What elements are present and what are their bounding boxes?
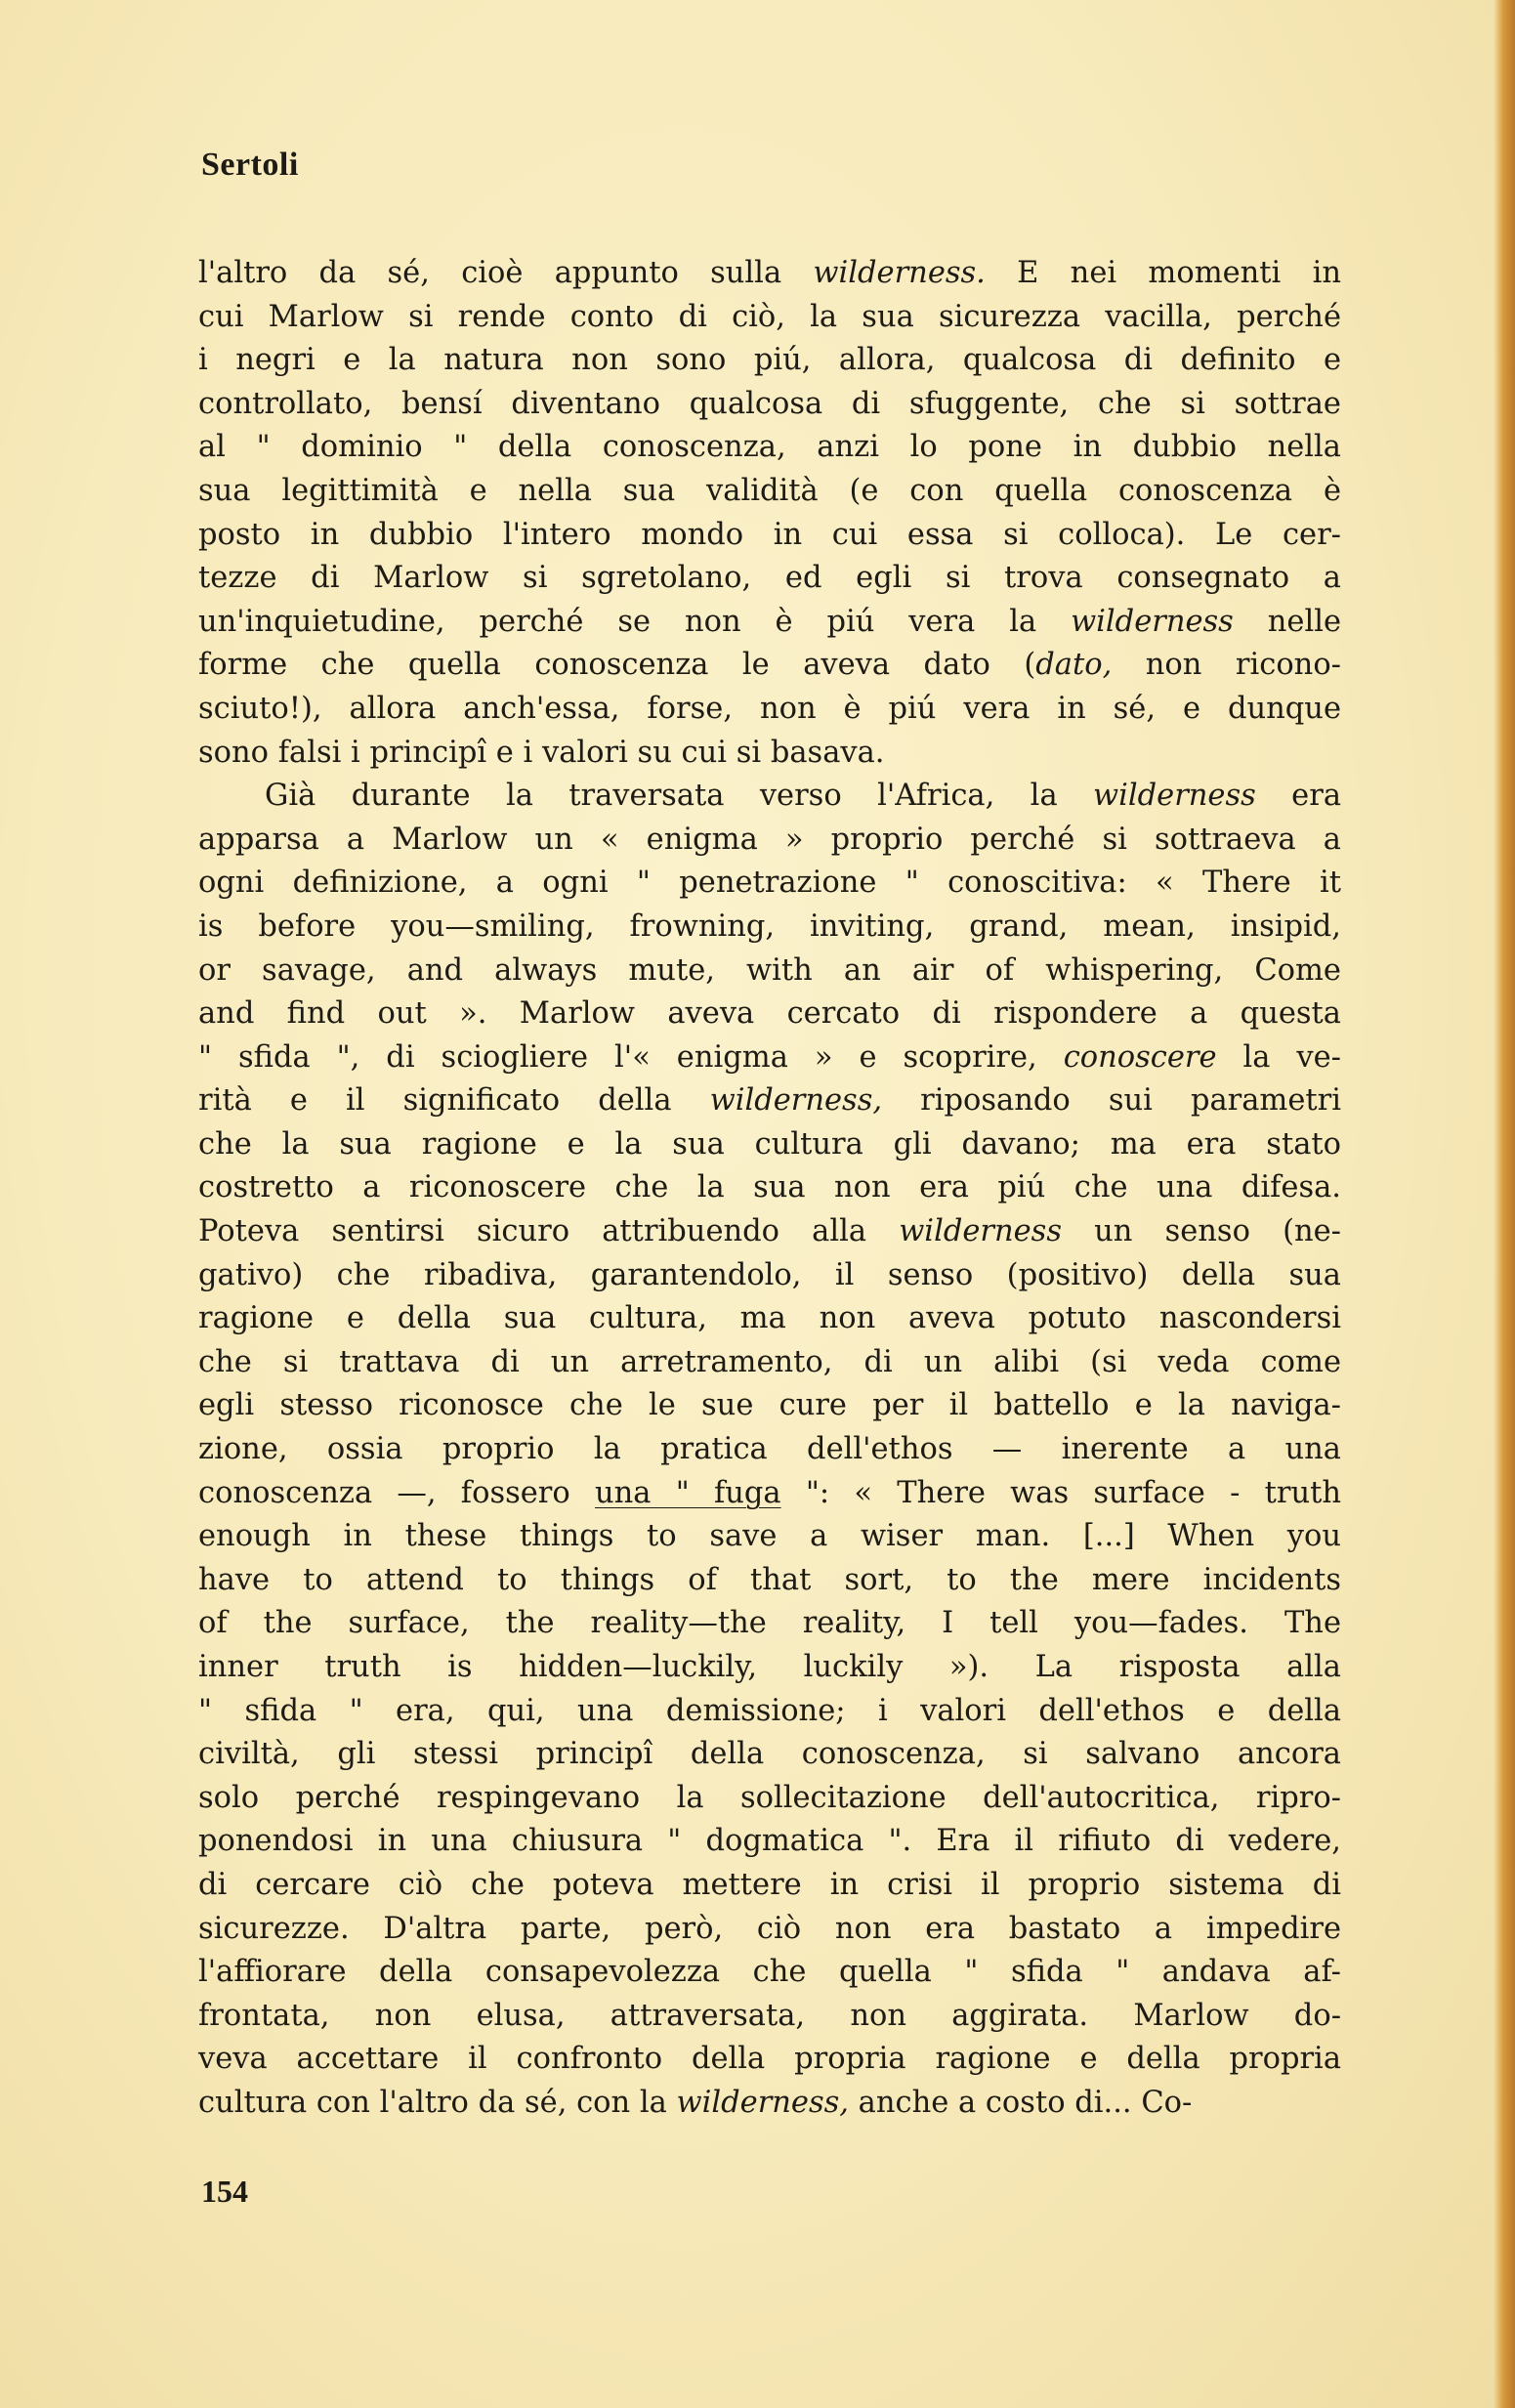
text-line [198,1951,1341,1995]
text-segment: E nei momenti in [985,256,1341,290]
text-segment: veva accettare il confronto della propria ragione e della propria [198,2042,1341,2077]
underlined-text: una " fuga [594,1475,781,1510]
text-segment: and find out ». Marlow aveva cercato di rispondere a questa [198,996,1341,1032]
italic-text: wilderness. [813,256,986,290]
text-segment: la ve- [1216,1039,1341,1075]
text-line [198,1384,1341,1428]
text-line [198,993,1341,1036]
text-line [198,2082,1341,2126]
text-line [198,1472,1341,1516]
text-line [198,514,1341,558]
text-line [198,1341,1341,1385]
text-segment: i negri e la natura non sono piú, allora, qualcosa di definito e [198,343,1341,378]
text-line [198,1908,1341,1952]
text-segment: have to attend to things of that sort, to the mere incidents [198,1562,1341,1597]
text-segment: controllato, bensí diventano qualcosa di sfuggente, che si sottrae [198,386,1341,421]
text-line [198,732,1341,776]
text-segment: sicurezze. D'altra parte, però, ciò non era bastato a impedire [198,1911,1341,1946]
text-segment: cui Marlow si rende conto di ciò, la sua sicurezza vacilla, perché [198,299,1341,334]
text-segment: ragione e della sua cultura, ma non aveva potuto nascondersi [198,1301,1341,1336]
italic-text: dato, [1035,648,1113,683]
text-segment: or savage, and always mute, with an air of whispering, Come [198,952,1341,988]
text-segment: is before you—smiling, frowning, inviting, grand, mean, insipid, [198,908,1341,944]
text-segment: di cercare ciò che poteva mettere in crisi il proprio sistema di [198,1867,1341,1902]
text-line [198,1036,1341,1080]
text-line [198,1297,1341,1341]
text-line [198,1820,1341,1864]
text-segment: ": « There was surface - truth [780,1475,1342,1510]
text-line [198,1777,1341,1821]
italic-text: wilderness [1093,779,1256,814]
text-line [198,470,1341,514]
italic-text: wilderness, [709,1083,883,1119]
body-text [198,252,1341,2126]
text-line [198,1166,1341,1210]
text-segment: ogni definizione, a ogni " penetrazione " conoscitiva: « There it [198,866,1341,901]
text-line [198,819,1341,863]
text-line [198,906,1341,950]
text-line [198,1210,1341,1254]
text-segment: nelle [1233,604,1341,639]
text-segment: ponendosi in una chiusura " dogmatica ". Era il rifiuto di vedere, [198,1824,1341,1859]
text-segment: tezze di Marlow si sgretolano, ed egli si trova consegnato a [198,561,1341,596]
text-line [198,296,1341,340]
text-segment: " sfida " era, qui, una demissione; i valori dell'ethos e della [198,1693,1341,1728]
text-segment: un'inquietudine, perché se non è piú vera la [198,604,1072,639]
text-line [198,1602,1341,1646]
text-segment: sciuto!), allora anch'essa, forse, non è piú vera in sé, e dunque [198,691,1341,726]
text-line [198,775,1341,819]
italic-text: wilderness, [676,2085,849,2120]
text-segment: al " dominio " della conoscenza, anzi lo pone in dubbio nella [198,430,1341,465]
text-segment: Poteva sentirsi sicuro attribuendo alla [198,1214,900,1249]
text-segment: posto in dubbio l'intero mondo in cui essa si colloca). Le cer- [198,517,1341,552]
text-line [198,644,1341,688]
text-segment: civiltà, gli stessi principî della conoscenza, si salvano ancora [198,1737,1341,1772]
text-segment: of the surface, the reality—the reality, I tell you—fades. The [198,1606,1341,1641]
text-line [198,1690,1341,1734]
text-segment: che si trattava di un arretramento, di un alibi (si veda come [198,1344,1341,1379]
text-segment: anche a costo di... Co- [848,2085,1193,2120]
text-line [198,1864,1341,1908]
text-segment: cultura con l'altro da sé, con la [198,2085,677,2120]
text-segment: gativo) che ribadiva, garantendolo, il senso (positivo) della sua [198,1257,1341,1292]
text-segment: che la sua ragione e la sua cultura gli davano; ma era stato [198,1126,1341,1162]
text-line [198,862,1341,906]
text-line [198,557,1341,601]
text-segment: riposando sui parametri [882,1083,1341,1119]
text-line [198,2038,1341,2082]
text-segment: " sfida ", di sciogliere l'« enigma » e scoprire, [198,1039,1064,1075]
text-line [198,1559,1341,1603]
text-line [198,426,1341,470]
text-line [198,1646,1341,1690]
text-segment: rità e il significato della [198,1083,710,1119]
text-segment: apparsa a Marlow un « enigma » proprio perché si sottraeva a [198,822,1341,857]
text-line [198,1079,1341,1123]
text-segment: un senso (ne- [1061,1214,1341,1249]
text-line [198,1515,1341,1559]
text-segment: frontata, non elusa, attraversata, non aggirata. Marlow do- [198,1998,1341,2033]
text-line [198,1428,1341,1472]
italic-text: wilderness [899,1214,1062,1249]
text-segment: inner truth is hidden—luckily, luckily »). La risposta alla [198,1650,1341,1684]
text-line [198,1733,1341,1777]
text-segment: l'affiorare della consapevolezza che quella " sfida " andava af- [198,1955,1341,1990]
text-line [198,688,1341,732]
text-segment: forme che quella conoscenza le aveva dato ( [198,648,1036,683]
text-line [198,950,1341,993]
text-segment: sua legittimità e nella sua validità (e con quella conoscenza è [198,473,1341,508]
text-segment: zione, ossia proprio la pratica dell'ethos — inerente a una [198,1432,1341,1467]
text-line [198,339,1341,383]
text-line [198,1254,1341,1298]
text-segment: Già durante la traversata verso l'Africa, la [265,779,1094,814]
text-segment: sono falsi i principî e i valori su cui si basava. [198,735,885,770]
page-edge [1494,0,1515,2408]
text-line [198,601,1341,645]
text-segment: l'altro da sé, cioè appunto sulla [198,256,814,290]
paragraph [198,252,1341,775]
text-line [198,1123,1341,1167]
text-line [198,1995,1341,2039]
text-segment: non ricono- [1112,648,1341,683]
italic-text: wilderness [1071,604,1234,639]
text-segment: solo perché respingevano la sollecitazione dell'autocritica, ripro- [198,1780,1341,1815]
text-segment: egli stesso riconosce che le sue cure per il battello e la naviga- [198,1388,1341,1423]
text-segment: enough in these things to save a wiser man. [...] When you [198,1519,1341,1554]
running-header: Sertoli [201,147,299,183]
paragraph [198,775,1341,2125]
text-line [198,252,1341,296]
italic-text: conoscere [1063,1039,1217,1075]
text-line [198,383,1341,427]
text-segment: conoscenza —, fossero [198,1475,595,1510]
page-number: 154 [201,2174,248,2209]
text-segment: era [1255,779,1341,814]
text-segment: costretto a riconoscere che la sua non era piú che una difesa. [198,1170,1341,1205]
